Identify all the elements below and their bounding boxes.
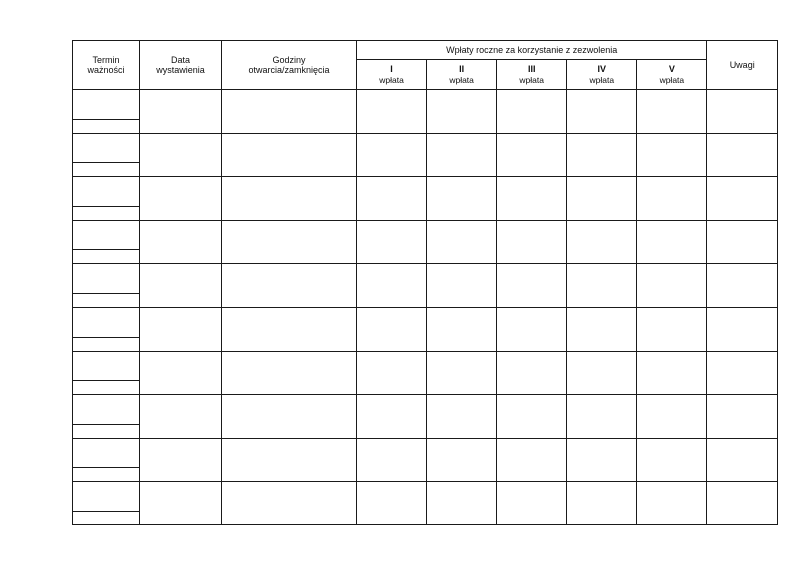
cell-payment-3[interactable] (497, 220, 567, 264)
cell-termin-waznosci[interactable] (73, 351, 140, 395)
cell-payment-2[interactable] (427, 264, 497, 308)
payment-label: wpłata (589, 74, 615, 85)
cell-payment-2[interactable] (427, 220, 497, 264)
cell-godziny[interactable] (222, 264, 357, 308)
cell-payment-5[interactable] (637, 264, 707, 308)
cell-uwagi[interactable] (707, 395, 777, 439)
payment-label: wpłata (659, 74, 685, 85)
payment-number: IV (597, 64, 607, 74)
cell-payment-1[interactable] (357, 438, 427, 482)
table-row (73, 438, 777, 482)
header-payment-1 (357, 60, 427, 90)
cell-payment-4[interactable] (567, 177, 637, 221)
payment-number: I (390, 64, 393, 74)
cell-payment-3[interactable] (497, 351, 567, 395)
cell-payment-2[interactable] (427, 482, 497, 526)
header-payment-4 (567, 60, 637, 90)
cell-data-wystawienia[interactable] (140, 264, 222, 308)
cell-termin-waznosci[interactable] (73, 177, 140, 221)
cell-godziny[interactable] (222, 482, 357, 526)
cell-payment-2[interactable] (427, 307, 497, 351)
cell-payment-5[interactable] (637, 482, 707, 526)
cell-termin-waznosci[interactable] (73, 395, 140, 439)
cell-data-wystawienia[interactable] (140, 133, 222, 177)
cell-payment-4[interactable] (567, 90, 637, 134)
payment-number: V (668, 64, 675, 74)
header-termin-label: Termin ważności (87, 54, 125, 75)
cell-payment-1[interactable] (357, 351, 427, 395)
cell-payment-2[interactable] (427, 351, 497, 395)
table-row (73, 264, 777, 308)
cell-uwagi[interactable] (707, 438, 777, 482)
termin-divider (73, 511, 139, 512)
table-row (73, 351, 777, 395)
table-row (73, 307, 777, 351)
cell-godziny[interactable] (222, 133, 357, 177)
cell-uwagi[interactable] (707, 351, 777, 395)
cell-termin-waznosci[interactable] (73, 482, 140, 526)
cell-termin-waznosci[interactable] (73, 220, 140, 264)
cell-termin-waznosci[interactable] (73, 90, 140, 134)
header-payment-3 (497, 60, 567, 90)
payment-label: wpłata (519, 74, 544, 85)
cell-termin-waznosci[interactable] (73, 264, 140, 308)
cell-payment-2[interactable] (427, 395, 497, 439)
cell-uwagi[interactable] (707, 133, 777, 177)
termin-divider (73, 119, 139, 120)
cell-payment-2[interactable] (427, 133, 497, 177)
cell-payment-2[interactable] (427, 177, 497, 221)
cell-uwagi[interactable] (707, 307, 777, 351)
termin-divider (73, 467, 139, 468)
cell-payment-1[interactable] (357, 264, 427, 308)
header-data-label: Data wystawienia (156, 54, 205, 75)
cell-data-wystawienia[interactable] (140, 482, 222, 526)
cell-godziny[interactable] (222, 177, 357, 221)
header-uwagi-label: Uwagi (729, 59, 755, 70)
table-row (73, 395, 777, 439)
termin-divider (73, 424, 139, 425)
cell-termin-waznosci[interactable] (73, 438, 140, 482)
table-row (73, 220, 777, 264)
cell-payment-5[interactable] (637, 351, 707, 395)
table-row (73, 177, 777, 221)
cell-payment-4[interactable] (567, 351, 637, 395)
header-payment-2 (427, 60, 497, 90)
cell-godziny[interactable] (222, 90, 357, 134)
cell-payment-4[interactable] (567, 133, 637, 177)
cell-termin-waznosci[interactable] (73, 307, 140, 351)
cell-payment-1[interactable] (357, 307, 427, 351)
cell-payment-2[interactable] (427, 90, 497, 134)
cell-uwagi[interactable] (707, 220, 777, 264)
cell-payment-5[interactable] (637, 307, 707, 351)
cell-payment-5[interactable] (637, 177, 707, 221)
cell-data-wystawienia[interactable] (140, 307, 222, 351)
cell-payment-5[interactable] (637, 133, 707, 177)
cell-payment-3[interactable] (497, 177, 567, 221)
cell-payment-5[interactable] (637, 90, 707, 134)
cell-termin-waznosci[interactable] (73, 133, 140, 177)
termin-divider (73, 162, 139, 163)
cell-payment-1[interactable] (357, 395, 427, 439)
cell-payment-3[interactable] (497, 90, 567, 134)
cell-godziny[interactable] (222, 395, 357, 439)
header-data-wystawienia (140, 41, 222, 90)
cell-payment-1[interactable] (357, 90, 427, 134)
cell-data-wystawienia[interactable] (140, 438, 222, 482)
termin-divider (73, 380, 139, 381)
termin-divider (73, 206, 139, 207)
cell-payment-5[interactable] (637, 220, 707, 264)
cell-payment-1[interactable] (357, 177, 427, 221)
cell-payment-5[interactable] (637, 438, 707, 482)
cell-payment-3[interactable] (497, 438, 567, 482)
payment-label: wpłata (379, 74, 404, 85)
cell-godziny[interactable] (222, 438, 357, 482)
header-uwagi (707, 41, 777, 90)
cell-payment-5[interactable] (637, 395, 707, 439)
cell-uwagi[interactable] (707, 482, 777, 526)
header-godziny-label: Godziny otwarcia/zamknięcia (248, 54, 330, 75)
header-wplaty-label: Wpłaty roczne za korzystanie z zezwolenia (446, 44, 618, 55)
cell-data-wystawienia[interactable] (140, 177, 222, 221)
cell-godziny[interactable] (222, 307, 357, 351)
cell-data-wystawienia[interactable] (140, 220, 222, 264)
header-godziny (222, 41, 357, 90)
register-table (73, 41, 777, 525)
cell-payment-3[interactable] (497, 133, 567, 177)
cell-godziny[interactable] (222, 220, 357, 264)
cell-payment-2[interactable] (427, 438, 497, 482)
cell-payment-4[interactable] (567, 264, 637, 308)
cell-payment-4[interactable] (567, 395, 637, 439)
cell-payment-4[interactable] (567, 220, 637, 264)
table-row (73, 482, 777, 526)
cell-payment-4[interactable] (567, 482, 637, 526)
cell-payment-3[interactable] (497, 264, 567, 308)
cell-uwagi[interactable] (707, 177, 777, 221)
cell-payment-1[interactable] (357, 220, 427, 264)
header-wplaty-group (357, 41, 707, 60)
cell-payment-1[interactable] (357, 133, 427, 177)
cell-data-wystawienia[interactable] (140, 90, 222, 134)
cell-data-wystawienia[interactable] (140, 395, 222, 439)
payment-label: wpłata (449, 74, 474, 85)
register-form (72, 40, 778, 525)
cell-payment-4[interactable] (567, 438, 637, 482)
cell-uwagi[interactable] (707, 264, 777, 308)
cell-data-wystawienia[interactable] (140, 351, 222, 395)
cell-payment-3[interactable] (497, 482, 567, 526)
cell-payment-3[interactable] (497, 395, 567, 439)
table-row (73, 90, 777, 134)
payment-number: III (527, 64, 536, 74)
termin-divider (73, 337, 139, 338)
termin-divider (73, 293, 139, 294)
cell-payment-4[interactable] (567, 307, 637, 351)
cell-payment-3[interactable] (497, 307, 567, 351)
cell-payment-1[interactable] (357, 482, 427, 526)
termin-divider (73, 249, 139, 250)
header-payment-5 (637, 60, 707, 90)
cell-uwagi[interactable] (707, 90, 777, 134)
cell-godziny[interactable] (222, 351, 357, 395)
payment-number: II (459, 64, 465, 74)
header-termin-waznosci (73, 41, 140, 90)
table-row (73, 133, 777, 177)
